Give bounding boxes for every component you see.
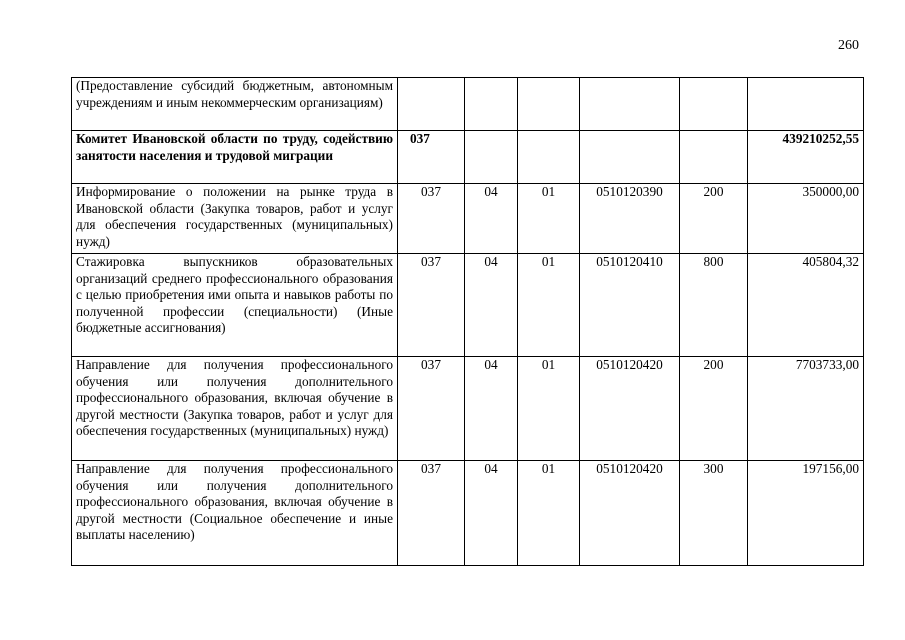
admin-code-cell: 037 bbox=[398, 184, 465, 254]
section-cell: 04 bbox=[465, 184, 518, 254]
amount-cell: 350000,00 bbox=[748, 184, 864, 254]
table-row bbox=[72, 78, 864, 131]
subsection-cell: 01 bbox=[518, 254, 580, 357]
subsection-cell bbox=[518, 131, 580, 184]
expense-type-cell: 800 bbox=[680, 254, 748, 357]
expense-name-cell: Информирование о положении на рынке труда в Ивановской области (Закупка товаров, работ и услуг для обеспечения государственных (муниципальных) нужд) bbox=[72, 184, 398, 254]
amount-cell: 7703733,00 bbox=[748, 357, 864, 461]
section-cell: 04 bbox=[465, 254, 518, 357]
admin-code-cell: 037 bbox=[398, 461, 465, 566]
section-cell: 04 bbox=[465, 461, 518, 566]
table-row bbox=[72, 184, 864, 254]
table-row bbox=[72, 461, 864, 566]
expense-type-cell bbox=[680, 78, 748, 131]
section-cell: 04 bbox=[465, 357, 518, 461]
subsection-cell: 01 bbox=[518, 357, 580, 461]
section-cell bbox=[465, 78, 518, 131]
subsection-cell: 01 bbox=[518, 461, 580, 566]
target-article-cell: 0510120420 bbox=[580, 461, 680, 566]
table-row bbox=[72, 131, 864, 184]
target-article-cell bbox=[580, 131, 680, 184]
expense-name-cell: Направление для получения профессионального обучения или получения дополнительного профессионального образования, включая обучение в другой местности (Закупка товаров, работ и услуг для обеспечения государственных (муниципальных) нужд) bbox=[72, 357, 398, 461]
admin-code-cell: 037 bbox=[398, 254, 465, 357]
subsection-cell: 01 bbox=[518, 184, 580, 254]
amount-cell: 439210252,55 bbox=[748, 131, 864, 184]
expense-name-cell: Комитет Ивановской области по труду, содействию занятости населения и трудовой миграции bbox=[72, 131, 398, 184]
admin-code-cell: 037 bbox=[398, 357, 465, 461]
expense-name-cell: Направление для получения профессионального обучения или получения дополнительного профессионального образования, включая обучение в другой местности (Социальное обеспечение и иные выплаты населению) bbox=[72, 461, 398, 566]
expense-name-cell: Стажировка выпускников образовательных организаций среднего профессионального образования с целью приобретения ими опыта и навыков работы по полученной профессии (специальности) (Иные бюджетные ассигнования) bbox=[72, 254, 398, 357]
subsection-cell bbox=[518, 78, 580, 131]
budget-table bbox=[71, 77, 864, 566]
admin-code-cell bbox=[398, 78, 465, 131]
expense-type-cell: 200 bbox=[680, 184, 748, 254]
section-cell bbox=[465, 131, 518, 184]
target-article-cell: 0510120410 bbox=[580, 254, 680, 357]
amount-cell bbox=[748, 78, 864, 131]
expense-name-cell: (Предоставление субсидий бюджетным, автономным учреждениям и иным некоммерческим организациям) bbox=[72, 78, 398, 131]
amount-cell: 197156,00 bbox=[748, 461, 864, 566]
target-article-cell: 0510120390 bbox=[580, 184, 680, 254]
expense-type-cell: 300 bbox=[680, 461, 748, 566]
target-article-cell bbox=[580, 78, 680, 131]
expense-type-cell: 200 bbox=[680, 357, 748, 461]
table-row bbox=[72, 254, 864, 357]
page-number: 260 bbox=[838, 38, 859, 53]
expense-type-cell bbox=[680, 131, 748, 184]
target-article-cell: 0510120420 bbox=[580, 357, 680, 461]
admin-code-cell: 037 bbox=[398, 131, 465, 184]
amount-cell: 405804,32 bbox=[748, 254, 864, 357]
table-row bbox=[72, 357, 864, 461]
